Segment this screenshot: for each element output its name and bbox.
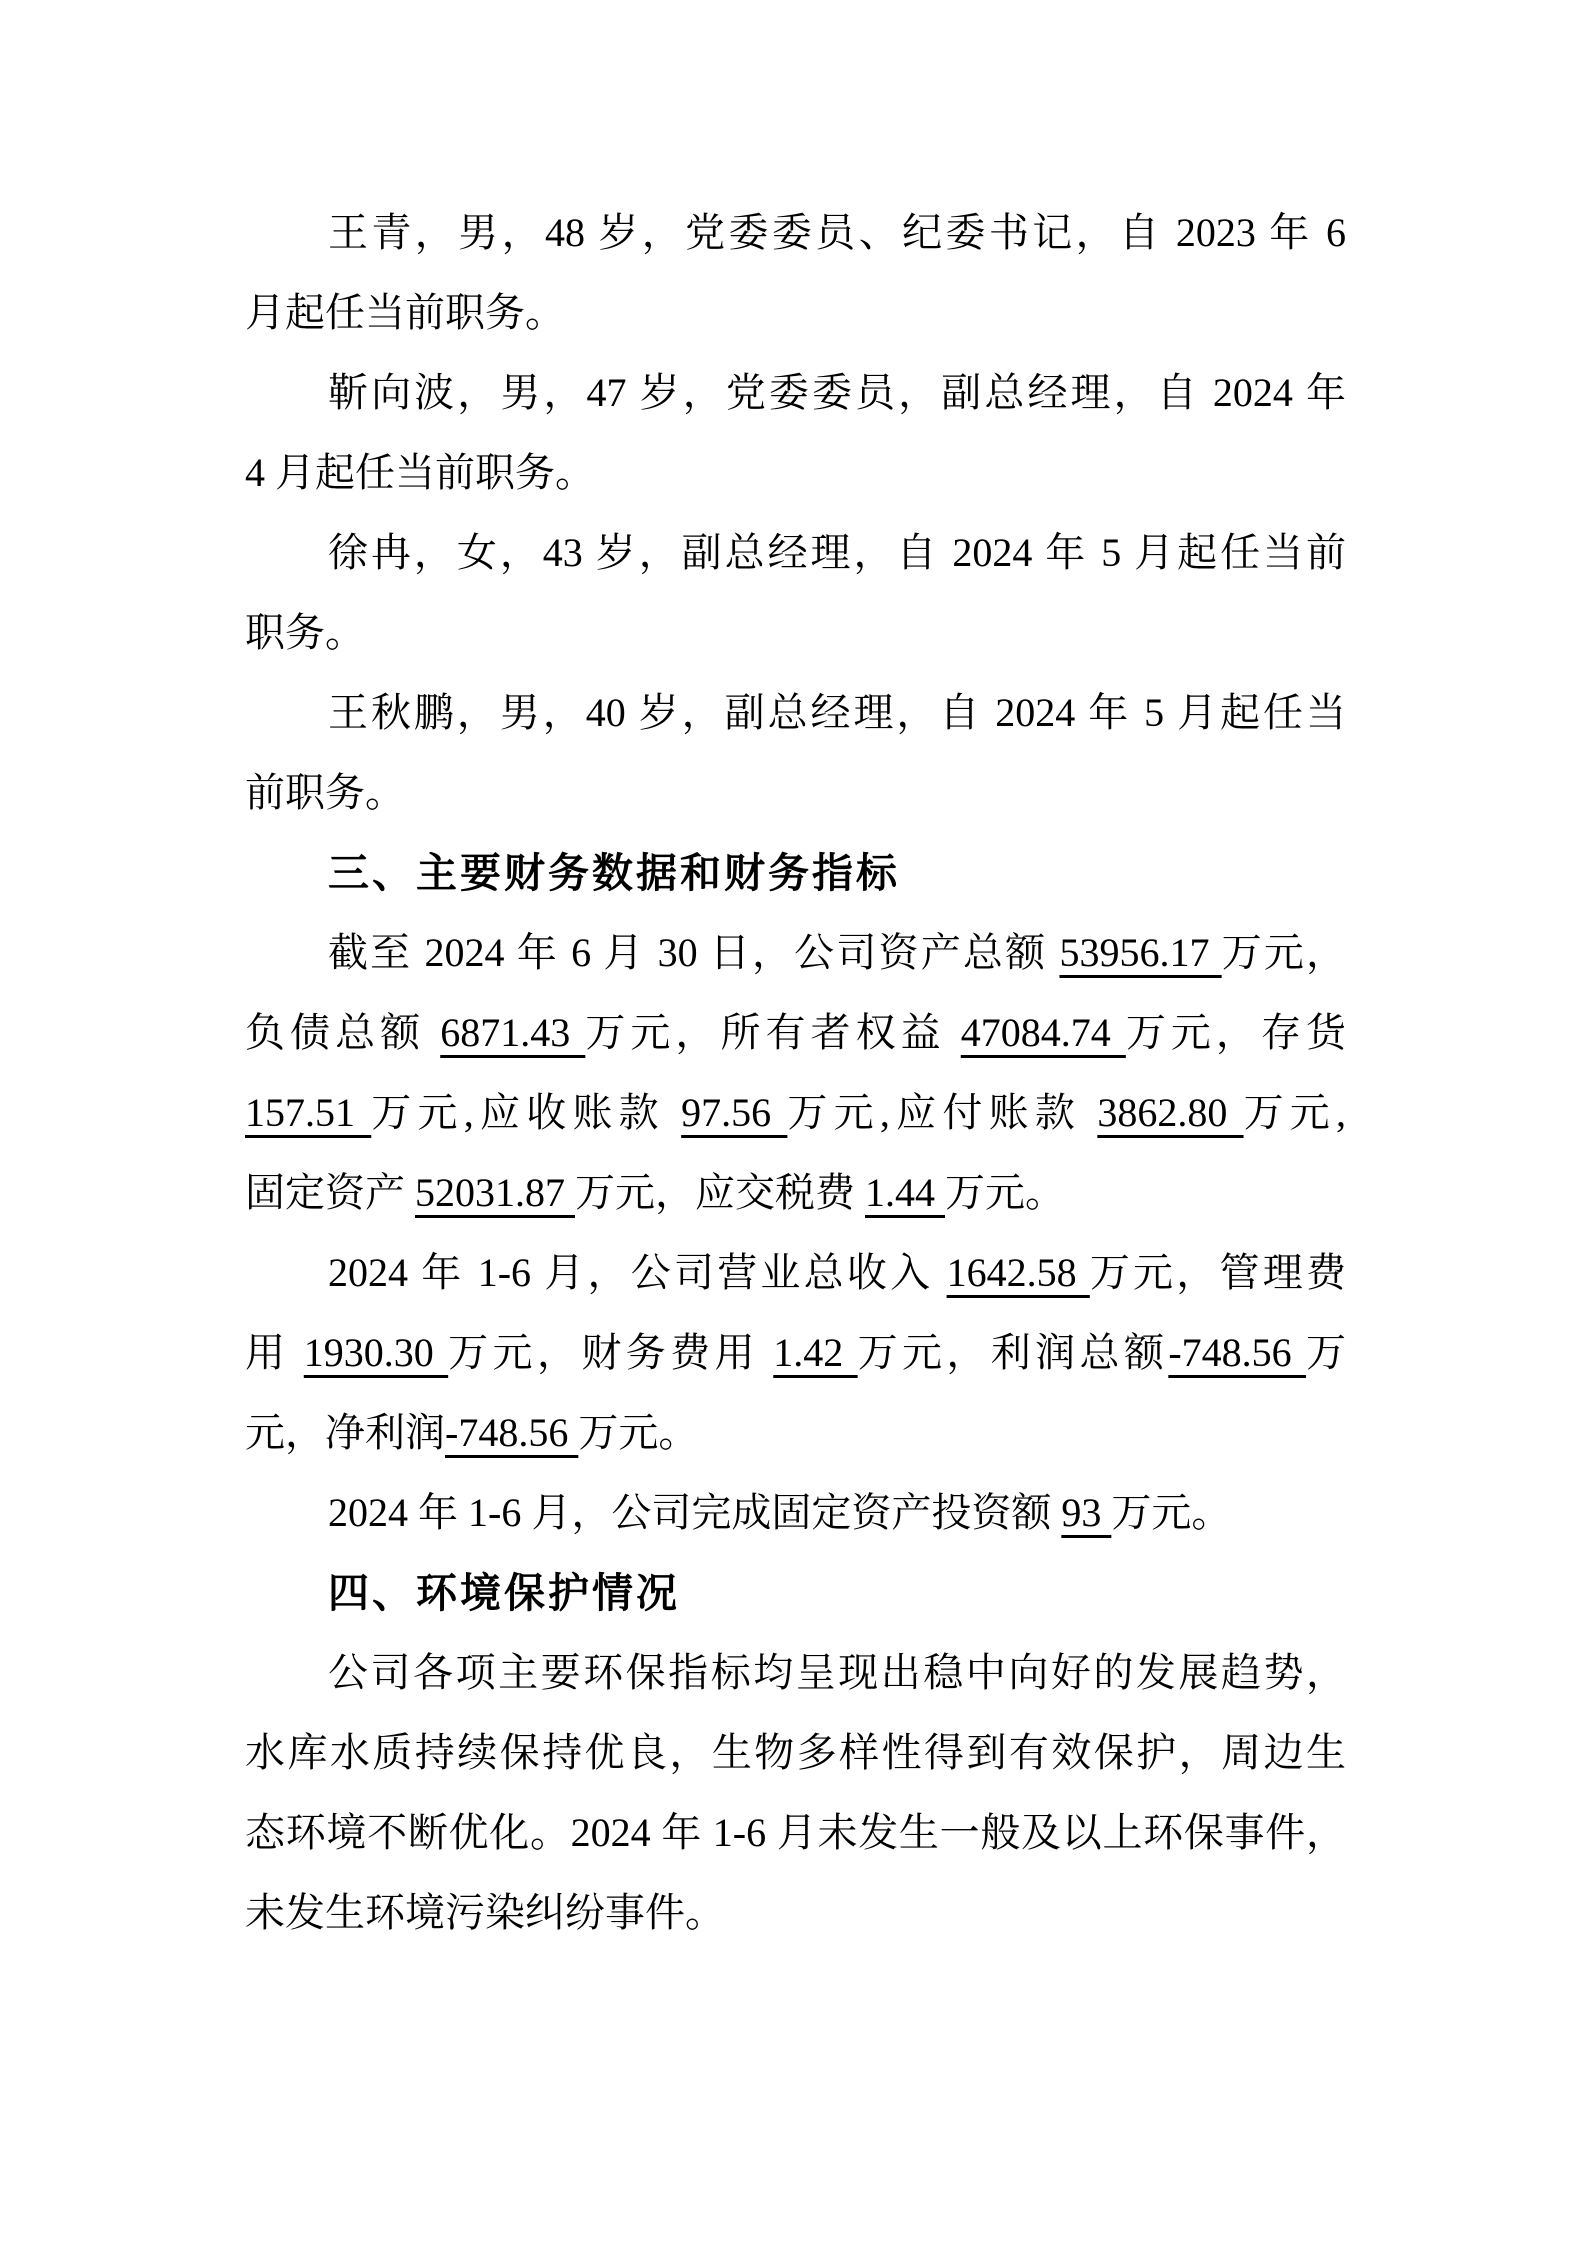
underlined-value: 6871.43 xyxy=(440,1010,586,1055)
underlined-value: 3862.80 xyxy=(1097,1090,1244,1135)
underlined-value: -748.56 xyxy=(445,1410,579,1455)
text-segment: 万元，存货 xyxy=(1125,1010,1347,1055)
text-line xyxy=(245,1313,1346,1393)
text-segment: 万元，所有者权益 xyxy=(585,1010,961,1055)
text-segment: 万元。 xyxy=(1111,1490,1232,1535)
text-line xyxy=(245,993,1346,1073)
text-segment: 万 xyxy=(1306,1330,1347,1375)
text-segment: 用 xyxy=(245,1330,304,1375)
text-segment: 万元。 xyxy=(578,1410,699,1455)
text-line xyxy=(245,1633,1346,1713)
underlined-value: 97.56 xyxy=(681,1090,788,1135)
text-line xyxy=(245,753,1346,833)
text-line xyxy=(245,1393,1346,1473)
text-segment: 元，净利润 xyxy=(245,1410,445,1455)
text-segment: 万元， xyxy=(1221,930,1347,975)
text-segment: 态环境不断优化。2024 年 1-6 月未发生一般及以上环保事件， xyxy=(245,1810,1346,1855)
section-heading xyxy=(245,833,1346,913)
text-segment: 2024 年 1-6 月，公司完成固定资产投资额 xyxy=(328,1490,1062,1535)
text-segment: 前职务。 xyxy=(245,770,405,815)
text-line xyxy=(245,913,1346,993)
underlined-value: 1.44 xyxy=(865,1170,945,1215)
text-segment: 王秋鹏，男，40 岁，副总经理，自 2024 年 5 月起任当 xyxy=(328,690,1346,735)
text-segment: 三、主要财务数据和财务指标 xyxy=(328,850,900,896)
underlined-value: 52031.87 xyxy=(415,1170,575,1215)
text-line xyxy=(245,273,1346,353)
text-segment: 公司各项主要环保指标均呈现出稳中向好的发展趋势， xyxy=(328,1650,1346,1695)
text-segment: 万元，管理费 xyxy=(1089,1250,1346,1295)
document-content xyxy=(245,193,1346,1953)
text-segment: 万元，应交税费 xyxy=(575,1170,865,1215)
text-segment: 2024 年 1-6 月，公司营业总收入 xyxy=(328,1250,947,1295)
underlined-value: 1642.58 xyxy=(946,1250,1090,1295)
underlined-value: 157.51 xyxy=(245,1090,372,1135)
text-line xyxy=(245,1873,1346,1953)
underlined-value: 47084.74 xyxy=(960,1010,1126,1055)
section-heading xyxy=(245,1553,1346,1633)
text-segment: 未发生环境污染纠纷事件。 xyxy=(245,1890,725,1935)
text-segment: 靳向波，男，47 岁，党委委员，副总经理，自 2024 年 xyxy=(328,370,1346,415)
text-line xyxy=(245,673,1346,753)
underlined-value: 93 xyxy=(1061,1490,1112,1535)
text-segment: 王青，男，48 岁，党委委员、纪委书记，自 2023 年 6 xyxy=(328,210,1346,255)
text-segment: 截至 2024 年 6 月 30 日，公司资产总额 xyxy=(328,930,1060,975)
text-segment: 水库水质持续保持优良，生物多样性得到有效保护，周边生 xyxy=(245,1730,1346,1775)
text-line xyxy=(245,1713,1346,1793)
text-line xyxy=(245,353,1346,433)
text-line xyxy=(245,513,1346,593)
text-line xyxy=(245,593,1346,673)
text-segment: 万元,应收账款 xyxy=(371,1090,682,1135)
text-segment: 万元,应付账款 xyxy=(787,1090,1098,1135)
underlined-value: 1.42 xyxy=(773,1330,858,1375)
text-segment: 万元, xyxy=(1243,1090,1347,1135)
underlined-value: 53956.17 xyxy=(1059,930,1222,975)
text-segment: 万元，利润总额 xyxy=(857,1330,1169,1375)
underlined-value: 1930.30 xyxy=(303,1330,449,1375)
text-line xyxy=(245,1233,1346,1313)
text-segment: 万元，财务费用 xyxy=(448,1330,774,1375)
text-segment: 徐冉，女，43 岁，副总经理，自 2024 年 5 月起任当前 xyxy=(328,530,1346,575)
text-segment: 四、环境保护情况 xyxy=(328,1570,680,1616)
text-segment: 固定资产 xyxy=(245,1170,415,1215)
text-line xyxy=(245,1153,1346,1233)
text-segment: 月起任当前职务。 xyxy=(245,290,565,335)
text-segment: 职务。 xyxy=(245,610,365,655)
text-segment: 4 月起任当前职务。 xyxy=(245,450,595,495)
text-line xyxy=(245,1793,1346,1873)
underlined-value: -748.56 xyxy=(1168,1330,1307,1375)
text-line xyxy=(245,433,1346,513)
text-line xyxy=(245,1473,1346,1553)
text-line xyxy=(245,193,1346,273)
text-segment: 万元。 xyxy=(945,1170,1065,1215)
text-line xyxy=(245,1073,1346,1153)
text-segment: 负债总额 xyxy=(245,1010,441,1055)
